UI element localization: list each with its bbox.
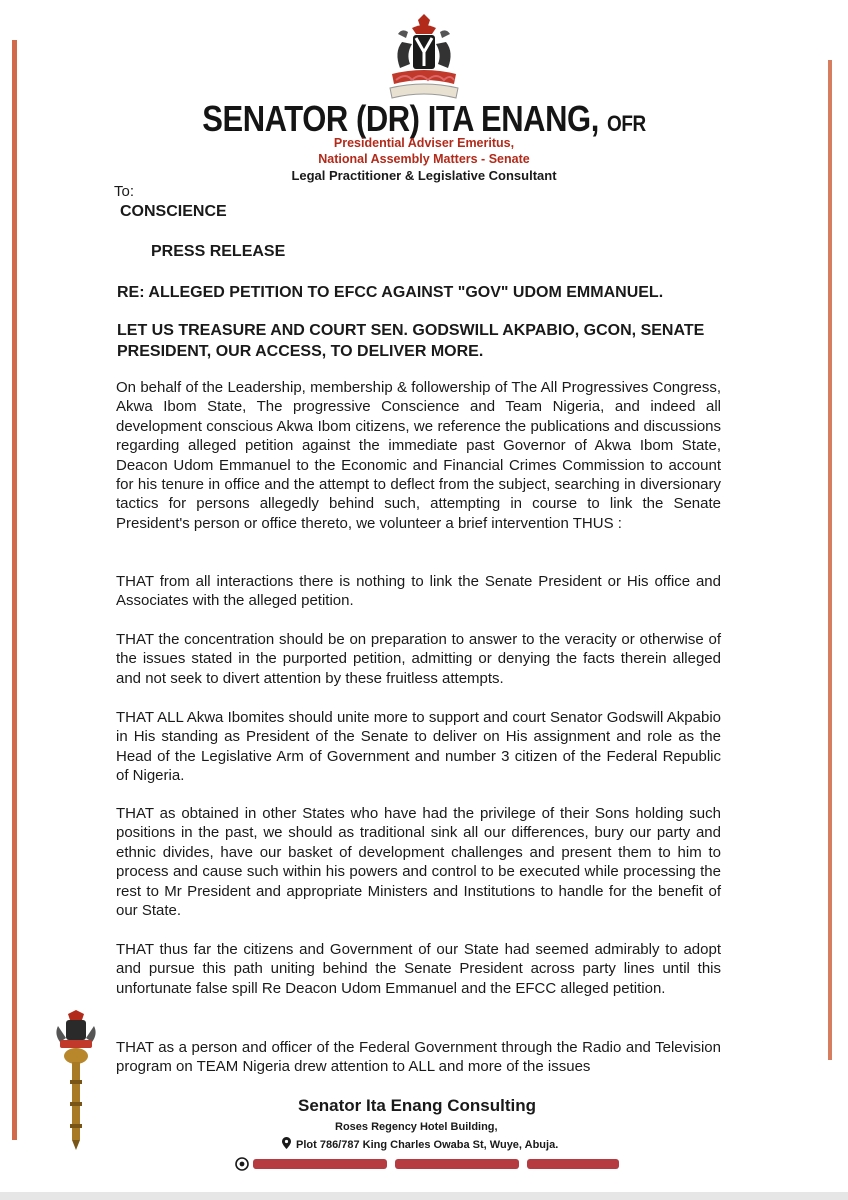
contact-icon: [235, 1157, 249, 1171]
re-line: RE: ALLEGED PETITION TO EFCC AGAINST "GOV" UDOM EMMANUEL.: [117, 284, 664, 301]
redaction-mark: [527, 1159, 619, 1169]
page-edge-left: [12, 40, 17, 1140]
sender-name: [59, 98, 788, 140]
paragraph-intro: On behalf of the Leadership, membership & followership of The All Progressives Congress, Akwa Ibom State, The progressive Conscience and Team Nigeria, and indeed all development conscious Akwa Ibom citizens, we reference the publications and discussions regarding alleged petition against the immediate past Governor of Akwa Ibom State, Deacon Udom Emmanuel to the Economic and Financial Crimes Commission to account for his tenure in office and the attempt to deflect from the subject, searching in diversionary tactics for persons allegedly behind such, attempting in course to link the Senate President's person or office thereto, we volunteer a brief intervention THUS :: [116, 379, 721, 532]
paragraph-5: THAT thus far the citizens and Government of our State had seemed admirably to adopt and pursue this path uniting behind the Senate President across party lines until this unfortunate false spill Re Deacon Udom Emmanuel and the EFCC alleged petition.: [116, 941, 721, 997]
coat-of-arms-icon: [382, 14, 466, 100]
subject-line: LET US TREASURE AND COURT SEN. GODSWILL AKPABIO, GCON, SENATE PRESIDENT, OUR ACCESS, TO DELIVER MORE.: [117, 322, 705, 360]
paragraph-1: THAT from all interactions there is nothing to link the Senate President or His office and Associates with the alleged petition.: [116, 573, 721, 610]
location-pin-icon: [282, 1137, 291, 1149]
paragraph-4: THAT as obtained in other States who have had the privilege of their Sons holding such positions in the past, we should as traditional sink all our differences, bury our party and ethnic divides, have our basket of development challenges and present them to him to process and cause such within his powers and control to be executed while processing the rest to Mr President and appropriate Ministers and Institutions to handle for the benefit of our State.: [116, 805, 721, 920]
sender-honour: OFR: [607, 111, 646, 136]
sender-title-line1: Presidential Adviser Emeritus,: [333, 136, 515, 150]
sender-name-text: SENATOR (DR) ITA ENANG,: [202, 98, 599, 139]
sender-profession: Legal Practitioner & Legislative Consultant: [291, 168, 557, 183]
paragraph-3: THAT ALL Akwa Ibomites should unite more to support and court Senator Godswill Akpabio in His standing as President of the Senate to deliver on His assignment and role as the Head of the Legislative Arm of Government and number 3 citizen of the Federal Republic of Nigeria.: [116, 709, 721, 785]
redaction-mark: [395, 1159, 519, 1169]
footer-address-text: Plot 786/787 King Charles Owaba St, Wuye, Abuja.: [296, 1139, 559, 1151]
paragraph-6: THAT as a person and officer of the Federal Government through the Radio and Television program on TEAM Nigeria drew attention to ALL and more of the issues: [116, 1039, 721, 1076]
footer-building: Roses Regency Hotel Building,: [335, 1121, 498, 1133]
mace-icon: [52, 1010, 100, 1150]
page-edge-bottom: [0, 1192, 848, 1200]
footer-address: [282, 1137, 558, 1151]
recipient: CONSCIENCE: [120, 203, 227, 220]
to-label: To:: [114, 183, 135, 200]
sender-title-line2: National Assembly Matters - Senate: [318, 152, 530, 166]
document-heading: PRESS RELEASE: [151, 243, 286, 260]
footer-company: Senator Ita Enang Consulting: [298, 1096, 537, 1115]
footer-contacts-redacted: [235, 1157, 625, 1171]
page-edge-right: [828, 60, 832, 1060]
redaction-mark: [253, 1159, 387, 1169]
paragraph-2: THAT the concentration should be on preparation to answer to the veracity or otherwise of the issues stated in the purported petition, admitting or denying the facts therein alleged and not seek to divert attention by these fruitless attempts.: [116, 631, 721, 687]
